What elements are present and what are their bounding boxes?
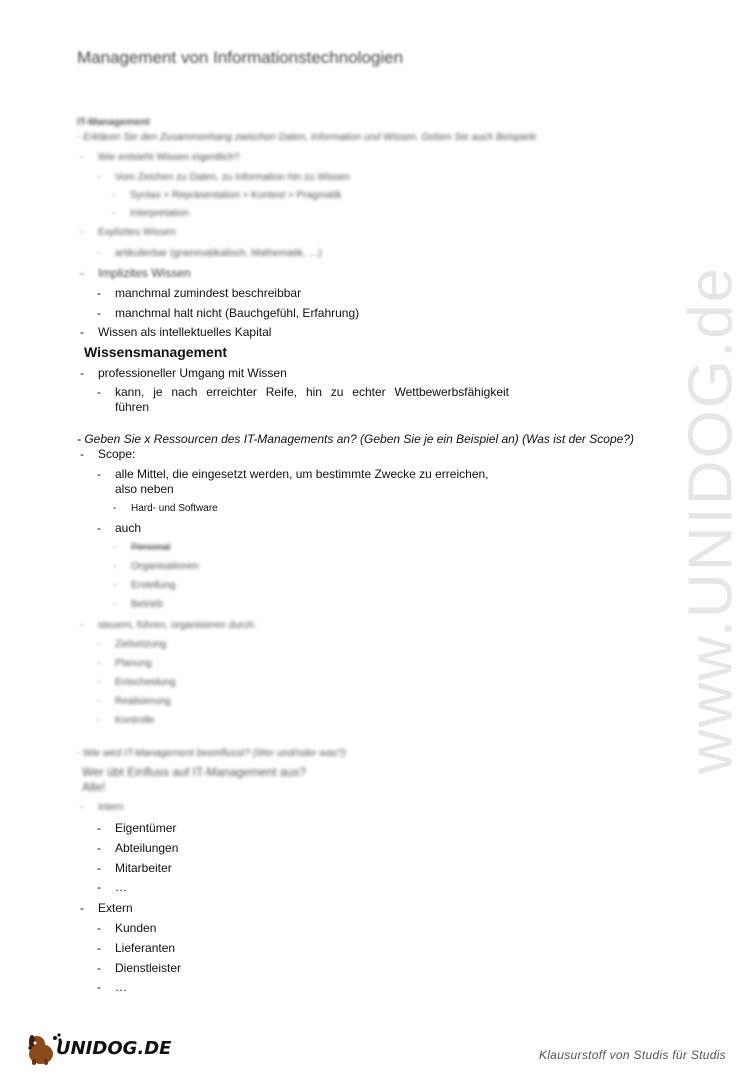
list-item-text: Intern: [98, 802, 124, 813]
bullet-dash: -: [113, 503, 117, 514]
bullet-dash: -: [113, 561, 117, 572]
list-item-text: Organisationen: [131, 561, 199, 572]
footer-tagline: Klausurstoff von Studis für Studis: [539, 1048, 726, 1062]
bullet-dash: -: [97, 861, 101, 875]
bullet-dash: -: [97, 961, 101, 975]
list-item-text: kann, je nach erreichter Reife, hin zu echter Wettbewerbsfähigkeit: [115, 385, 509, 399]
bullet-dash: -: [97, 248, 101, 259]
bullet-dash: -: [80, 227, 84, 238]
bullet-dash: -: [112, 190, 116, 201]
bullet-dash: -: [80, 266, 84, 280]
list-item-text: Vom Zeichen zu Daten, zu Information hin zu Wissen: [115, 172, 351, 183]
section-heading-wissensmanagement: Wissensmanagement: [84, 344, 228, 360]
bullet-dash: -: [97, 385, 101, 399]
bullet-dash: -: [97, 880, 101, 894]
list-item-text: professioneller Umgang mit Wissen: [98, 366, 287, 380]
list-item-text: Personal: [131, 542, 171, 553]
list-item-text: Mitarbeiter: [115, 861, 172, 875]
bullet-dash: -: [97, 286, 101, 300]
bullet-dash: -: [97, 639, 101, 650]
list-item-text: artikulierbar (grammatikalisch, Mathematik, …): [115, 248, 322, 259]
question-3-line-3: Alle!: [82, 780, 106, 794]
bullet-dash: -: [113, 542, 117, 553]
list-item-text: Eigentümer: [115, 821, 177, 835]
list-item-text-continued: führen: [115, 400, 150, 414]
list-item-text: Betrieb: [131, 599, 163, 610]
bullet-dash: -: [97, 306, 101, 320]
bullet-dash: -: [80, 620, 84, 631]
bullet-dash: -: [80, 366, 84, 380]
list-item-text: Realisierung: [115, 696, 171, 707]
section-heading-text: IT-Management: [77, 117, 150, 128]
bullet-dash: -: [80, 325, 84, 339]
list-item-text: Zielsetzung: [115, 639, 167, 650]
question-3-line-2: Wer übt Einfluss auf IT-Management aus?: [82, 765, 306, 779]
bullet-dash: -: [97, 980, 101, 994]
bullet-dash: -: [112, 208, 116, 219]
list-item-text: Erstellung: [131, 580, 176, 591]
bullet-dash: -: [97, 658, 101, 669]
bullet-dash: -: [80, 901, 84, 915]
list-item-text: Wie entsteht Wissen eigentlich?: [98, 152, 240, 163]
question-2: - Geben Sie x Ressourcen des IT-Managements an? (Geben Sie je ein Beispiel an) (Was ist der Scope?): [77, 432, 634, 446]
list-item-text: steuern, führen, organisieren durch:: [98, 620, 257, 631]
bullet-dash: -: [97, 715, 101, 726]
list-item-text: Syntax > Repräsentation > Kontext > Pragmatik: [130, 190, 342, 201]
bullet-dash: -: [97, 467, 101, 481]
list-item-text: Interpretation: [130, 208, 189, 219]
list-item-text: Wissen als intellektuelles Kapital: [98, 325, 272, 339]
list-item-text: Hard- und Software: [131, 503, 218, 514]
list-item-text: Implizites Wissen: [98, 266, 191, 280]
bullet-dash: -: [97, 941, 101, 955]
question-3: - Wie wird IT-Management beeinflusst? (Wer und/oder was?): [77, 748, 346, 759]
list-item-text: Lieferanten: [115, 941, 176, 955]
bullet-dash: -: [113, 580, 117, 591]
list-item-text: Kunden: [115, 921, 157, 935]
list-item-text: Dienstleister: [115, 961, 182, 975]
list-item-text: …: [115, 980, 127, 994]
watermark: www.UNIDOG.de: [676, 265, 746, 775]
list-item-text-continued: also neben: [115, 482, 174, 496]
list-item-text: Scope:: [98, 447, 136, 461]
list-item-text: Kontrolle: [115, 715, 155, 726]
list-item-text: auch: [115, 521, 142, 535]
bullet-dash: -: [97, 821, 101, 835]
bullet-dash: -: [97, 172, 101, 183]
bullet-dash: -: [97, 841, 101, 855]
list-item-text: alle Mittel, die eingesetzt werden, um bestimmte Zwecke zu erreichen,: [115, 467, 489, 481]
bullet-dash: -: [80, 802, 84, 813]
list-item-text: manchmal zumindest beschreibbar: [115, 286, 302, 300]
list-item-text: Explizites Wissen: [98, 227, 176, 238]
list-item-text: Extern: [98, 901, 133, 915]
unidog-logo-text[interactable]: UNIDOG.DE: [56, 1038, 172, 1059]
question-1-text: - Erklären Sie den Zusammenhang zwischen Daten, Information und Wissen. Geben Sie auch Beispiele: [77, 132, 537, 143]
list-item-text: Planung: [115, 658, 152, 669]
bullet-dash: -: [97, 521, 101, 535]
bullet-dash: -: [97, 921, 101, 935]
bullet-dash: -: [80, 152, 84, 163]
list-item-text: Abteilungen: [115, 841, 179, 855]
list-item-text: Entscheidung: [115, 677, 176, 688]
list-item-text: …: [115, 880, 127, 894]
document-title: Management von Informationstechnologien: [77, 48, 404, 67]
bullet-dash: -: [80, 447, 84, 461]
list-item-text: manchmal halt nicht (Bauchgefühl, Erfahrung): [115, 306, 360, 320]
bullet-dash: -: [113, 599, 117, 610]
bullet-dash: -: [97, 677, 101, 688]
bullet-dash: -: [97, 696, 101, 707]
